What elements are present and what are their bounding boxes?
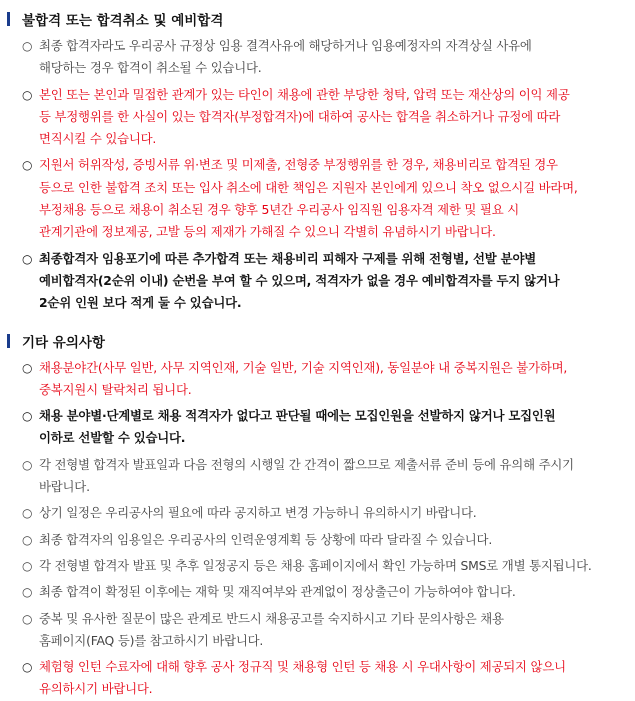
- circle-bullet-icon: ○: [22, 611, 33, 626]
- list-item-text: 각 전형별 합격자 발표일과 다음 전형의 시행일 간 간격이 짧으므로 제출서류 준비 등에 유의해 주시기 바랍니다.: [39, 456, 574, 495]
- circle-bullet-icon: ○: [22, 87, 33, 102]
- list-item-text: 체험형 인턴 수료자에 대해 향후 공사 정규직 및 채용형 인턴 등 채용 시 우대사항이 제공되지 않으니 유의하시기 바랍니다.: [39, 659, 566, 697]
- section-heading: [22, 331, 627, 351]
- list-item: [22, 454, 627, 499]
- section-title-text: 기타 유의사항: [22, 334, 105, 351]
- list-item-text: 최종 합격자라도 우리공사 규정상 임용 결격사유에 해당하거나 임용예정자의 자격상실 사유에 해당하는 경우 합격이 취소될 수 있습니다.: [39, 38, 532, 76]
- list-item: [22, 248, 627, 315]
- list-item: [22, 656, 627, 701]
- list-item: [22, 581, 627, 603]
- list-item-text: 채용분야간(사무 일반, 사무 지역인재, 기술 일반, 기술 지역인재), 동일분야 내 중복지원은 불가하며, 중복지원시 탈락처리 됩니다.: [39, 359, 568, 397]
- section-other-notes: [22, 331, 627, 701]
- list-item-text: 최종합격자 임용포기에 따른 추가합격 또는 채용비리 피해자 구제를 위해 전형별, 선발 분야별 예비합격자(2순위 이내) 순번을 부여 할 수 있으며, 적격자가 없을 경우 예비합격자를 두지 않거나 2순위 인원 보다 적게 둘 수 있습니다.: [39, 250, 560, 311]
- list-item-text: 채용 분야별·단계별로 채용 적격자가 없다고 판단될 때에는 모집인원을 선발하지 않거나 모집인원 이하로 선발할 수 있습니다.: [39, 408, 556, 446]
- list-item: [22, 154, 627, 243]
- circle-bullet-icon: ○: [22, 532, 33, 547]
- circle-bullet-icon: ○: [22, 39, 33, 53]
- list-item-text: 지원서 허위작성, 증빙서류 위·변조 및 미제출, 전형중 부정행위를 한 경우, 채용비리로 합격된 경우 등으로 인한 불합격 조치 또는 입사 취소에 대한 책임은 지원자 본인에게 있으니 착오 없으시길 바라며, 부정채용 등으로 채용이 취소된 경우 향후 5년간 우리공사 임직원 임용자격 제한 및 필요 시 관계기관에 정보제공, 고발 등의 제재가 가해질 수 있으니 각별히 유념하시기 바랍니다.: [39, 157, 578, 240]
- list-item: [22, 529, 627, 551]
- circle-bullet-icon: ○: [22, 158, 33, 173]
- list-item: [22, 357, 627, 402]
- list-item-text: 최종 합격자의 임용일은 우리공사의 인력운영계획 등 상황에 따라 달라질 수 있습니다.: [39, 531, 493, 547]
- list-item: [22, 35, 627, 80]
- circle-bullet-icon: ○: [22, 360, 33, 375]
- list-item: [22, 405, 627, 450]
- list-item: [22, 502, 627, 524]
- list-item: [22, 84, 627, 151]
- circle-bullet-icon: ○: [22, 506, 33, 521]
- section-title-text: 불합격 또는 합격취소 및 예비합격: [22, 13, 224, 29]
- circle-bullet-icon: ○: [22, 409, 33, 424]
- list-item-text: 본인 또는 본인과 밀접한 관계가 있는 타인이 채용에 관한 부당한 청탁, 압력 또는 재산상의 이익 제공 등 부정행위를 한 사실이 있는 합격자(부정합격자)에 대하여 공사는 합격을 취소하거나 규정에 따라 면직시킬 수 있습니다.: [39, 86, 570, 147]
- circle-bullet-icon: ○: [22, 585, 33, 600]
- list-item-text: 각 전형별 합격자 발표 및 추후 일정공지 등은 채용 홈페이지에서 확인 가능하며 SMS로 개별 통지됩니다.: [39, 557, 592, 573]
- list-item: [22, 608, 627, 653]
- section-heading: [22, 9, 627, 29]
- circle-bullet-icon: ○: [22, 457, 33, 472]
- section-bar-icon: [7, 334, 10, 348]
- list-item: [22, 555, 627, 577]
- circle-bullet-icon: ○: [22, 558, 33, 573]
- circle-bullet-icon: ○: [22, 660, 33, 675]
- circle-bullet-icon: ○: [22, 251, 33, 266]
- list-item-text: 상기 일정은 우리공사의 필요에 따라 공지하고 변경 가능하니 유의하시기 바랍니다.: [39, 505, 477, 521]
- list-item-text: 중복 및 유사한 질문이 많은 관계로 반드시 채용공고를 숙지하시고 기타 문의사항은 채용 홈페이지(FAQ 등)를 참고하시기 바랍니다.: [39, 610, 504, 648]
- section-disqualification: [22, 9, 627, 315]
- section-bar-icon: [7, 12, 10, 26]
- list-item-text: 최종 합격이 확정된 이후에는 재학 및 재직여부와 관계없이 정상출근이 가능하여야 합니다.: [39, 584, 516, 600]
